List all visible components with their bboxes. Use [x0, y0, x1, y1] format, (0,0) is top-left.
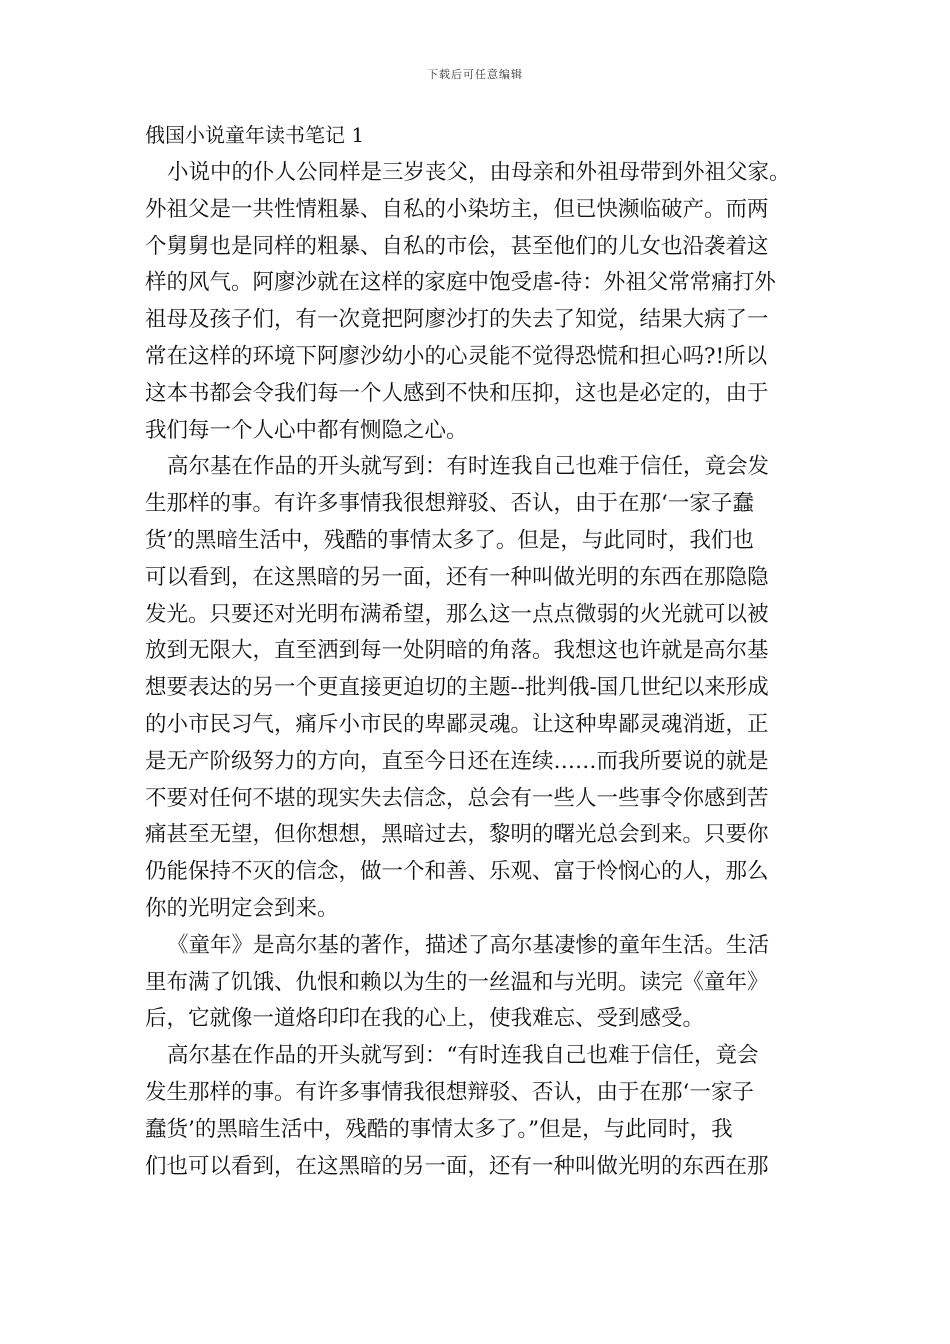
text-line: 的小市民习气，痛斥小市民的卑鄙灵魂。让这种卑鄙灵魂消逝，正: [145, 711, 769, 737]
document-title: 俄国小说童年读书笔记 1: [145, 123, 365, 147]
text-line: 不要对任何不堪的现实失去信念，总会有一些人一些事令你感到苦: [145, 785, 769, 811]
document-body: [145, 155, 835, 1185]
paragraph: [145, 449, 835, 927]
text-line: 外祖父是一共性情粗暴、自私的小染坊主，但已快濒临破产。而两: [145, 196, 769, 222]
paragraph: [145, 928, 835, 1038]
text-line: 《童年》是高尔基的著作，描述了高尔基凄惨的童年生活。生活: [167, 932, 770, 958]
text-line: 生那样的事。有许多事情我很想辩驳、否认，由于在那‘一家子蠢: [145, 491, 754, 517]
text-line: 高尔基在作品的开头就写到：“有时连我自己也难于信任，竟会: [167, 1043, 759, 1069]
paragraph: [145, 1038, 835, 1185]
text-line: 发光。只要还对光明布满希望，那么这一点点微弱的火光就可以被: [145, 601, 769, 627]
text-line: 们也可以看到，在这黑暗的另一面，还有一种叫做光明的东西在那: [145, 1153, 769, 1179]
text-line: 放到无限大，直至洒到每一处阴暗的角落。我想这也许就是高尔基: [145, 638, 769, 664]
paragraph: [145, 155, 835, 449]
page-header: 下载后可任意编辑: [427, 68, 523, 81]
text-line: 祖母及孩子们，有一次竟把阿廖沙打的失去了知觉，结果大病了一: [145, 307, 769, 333]
text-line: 想要表达的另一个更直接更迫切的主题--批判俄-国几世纪以来形成: [145, 675, 769, 701]
text-line: 是无产阶级努力的方向，直至今日还在连续……而我所要说的就是: [145, 748, 769, 774]
text-line: 你的光明定会到来。: [145, 895, 339, 921]
text-line: 后，它就像一道烙印印在我的心上，使我难忘、受到感受。: [145, 1006, 705, 1032]
text-line: 发生那样的事。有许多事情我很想辩驳、否认，由于在那‘一家子: [145, 1079, 754, 1105]
text-line: 我们每一个人心中都有恻隐之心。: [145, 417, 468, 443]
text-line: 常在这样的环境下阿廖沙幼小的心灵能不觉得恐慌和担心吗?!所以: [145, 343, 768, 369]
text-line: 蠢货’的黑暗生活中，残酷的事情太多了。”但是，与此同时，我: [145, 1116, 733, 1142]
text-line: 个舅舅也是同样的粗暴、自私的市侩，甚至他们的儿女也沿袭着这: [145, 233, 769, 259]
text-line: 这本书都会令我们每一个人感到不快和压抑，这也是必定的，由于: [145, 380, 769, 406]
text-line: 里布满了饥饿、仇恨和赖以为生的一丝温和与光明。读完《童年》: [145, 969, 769, 995]
text-line: 痛甚至无望，但你想想，黑暗过去，黎明的曙光总会到来。只要你: [145, 822, 769, 848]
text-line: 小说中的仆人公同样是三岁丧父，由母亲和外祖母带到外祖父家。: [167, 160, 791, 185]
text-line: 仍能保持不灭的信念，做一个和善、乐观、富于怜悯心的人，那么: [145, 859, 769, 885]
text-line: 货’的黑暗生活中，残酷的事情太多了。但是，与此同时，我们也: [145, 527, 754, 553]
text-line: 高尔基在作品的开头就写到：有时连我自己也难于信任，竟会发: [167, 454, 770, 480]
text-line: 样的风气。阿廖沙就在这样的家庭中饱受虐-待：外祖父常常痛打外: [145, 270, 776, 296]
text-line: 可以看到，在这黑暗的另一面，还有一种叫做光明的东西在那隐隐: [145, 564, 769, 590]
